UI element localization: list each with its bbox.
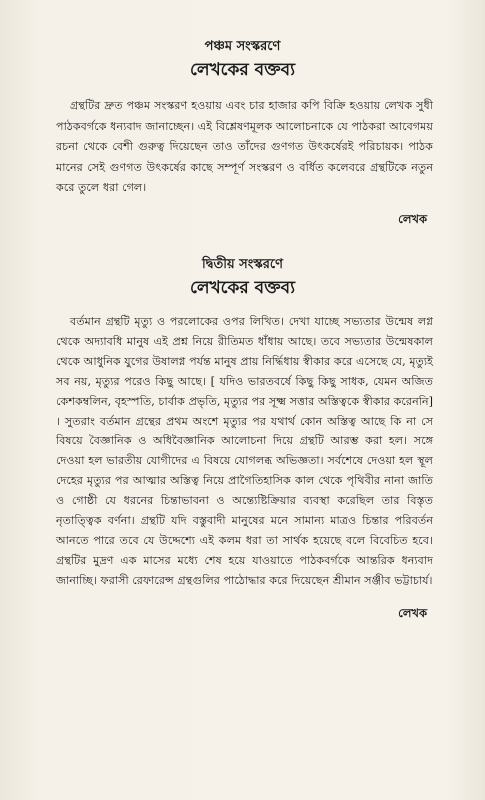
author-signature: লেখক: [398, 605, 427, 620]
preface-heading: লেখকের বক্তব্য: [189, 278, 296, 298]
preface-heading: লেখকের বক্তব্য: [189, 60, 296, 80]
preface-paragraph: গ্রন্থটির দ্রুত পঞ্চম সংস্করণ হওয়ায় এবং চার হাজার কপি বিক্রি হওয়ায় লেখক সুধী পাঠকবর্গকে ধন্যবাদ জানাচ্ছেন। এই বিশ্লেষণমূলক আলোচনাকে যে পাঠকরা আবেগময় রচনা থেকে বেশী গুরুত্ব দিয়েছেন তাও তাঁদের গুণগত উৎকর্ষেরই পরিচায়ক। পাঠক মানের সেই গুণগত উৎকর্ষের কাছে সম্পূর্ণ সংস্করণ ও বর্ধিত কলেবরে গ্রন্থটিকে নতুন করে তুলে ধরা গেল।: [56, 99, 433, 194]
second-edition-preface: [0, 256, 485, 621]
edition-title: পঞ্চম সংস্করণে: [204, 39, 281, 54]
author-signature: লেখক: [398, 211, 427, 226]
edition-title: দ্বিতীয় সংস্করণে: [202, 257, 283, 272]
fifth-edition-preface: [0, 38, 485, 227]
preface-paragraph: বর্তমান গ্রন্থটি মৃত্যু ও পরলোকের ওপর লিখিত। দেখা যাচ্ছে সভ্যতার উন্মেষ লগ্ন থেকে অদ্যাবধি মানুষ এই প্রশ্ন নিয়ে রীতিমত ধাঁধায় আছে। তবে সভ্যতার উন্মেষকাল থেকে আধুনিক যুগের উষালগ্ন পর্যন্ত মানুষ প্রায় নির্দ্ধিধায় স্বীকার করে এসেছে যে, মৃত্যুই সব নয়, মৃত্যুর পরেও কিছু আছে। [ যদিও ভারতবর্ষে কিছু কিছু সাধক, যেমন অজিত কেশকম্বলিন, বৃহস্পতি, চার্বাক প্রভৃতি, মৃত্যুর পর সূক্ষ্ম সত্তার অস্তিত্বকে স্বীকার করেননি] । সুতরাং বর্তমান গ্রন্থের প্রথম অংশে মৃত্যুর পর যথার্থ কোন অস্তিত্ব আছে কি না সে বিষয়ে বৈজ্ঞানিক ও অধিবৈজ্ঞানিক আলোচনা দিয়ে গ্রন্থটি আরম্ভ করা হল। সঙ্গে দেওয়া হল ভারতীয় যোগীদের এ বিষয়ে যোগলব্ধ অভিজ্ঞতা। সর্বশেষে দেওয়া হল স্থূল দেহের মৃত্যুর পর আত্মার অস্তিত্ব নিয়ে প্রাগৈতিহাসিক কাল থেকে পৃথিবীর নানা জাতি ও গোষ্ঠী যে ধরনের চিন্তাভাবনা ও অন্ত্যেষ্টিক্রিয়ার ব্যবস্থা করেছিল তার বিস্তৃত নৃতাত্ত্বিক বর্ণনা। গ্রন্থটি যদি বস্তুবাদী মানুষের মনে সামান্য মাত্রও চিন্তার পরিবর্তন আনতে পারে তবে যে উদ্দেশ্যে এই কলম ধরা তা সার্থক হয়েছে বলে বিবেচিত হবে। গ্রন্থটির মুদ্রণ এক মাসের মধ্যে শেষ হয়ে যাওয়াতে পাঠকবর্গকে আন্তরিক ধন্যবাদ জানাচ্ছি। ফরাসী রেফারেন্স গ্রন্থগুলির পাঠোদ্ধার করে দিয়েছেন শ্রীমান সঞ্জীব ভট্টাচার্য।: [56, 315, 433, 587]
